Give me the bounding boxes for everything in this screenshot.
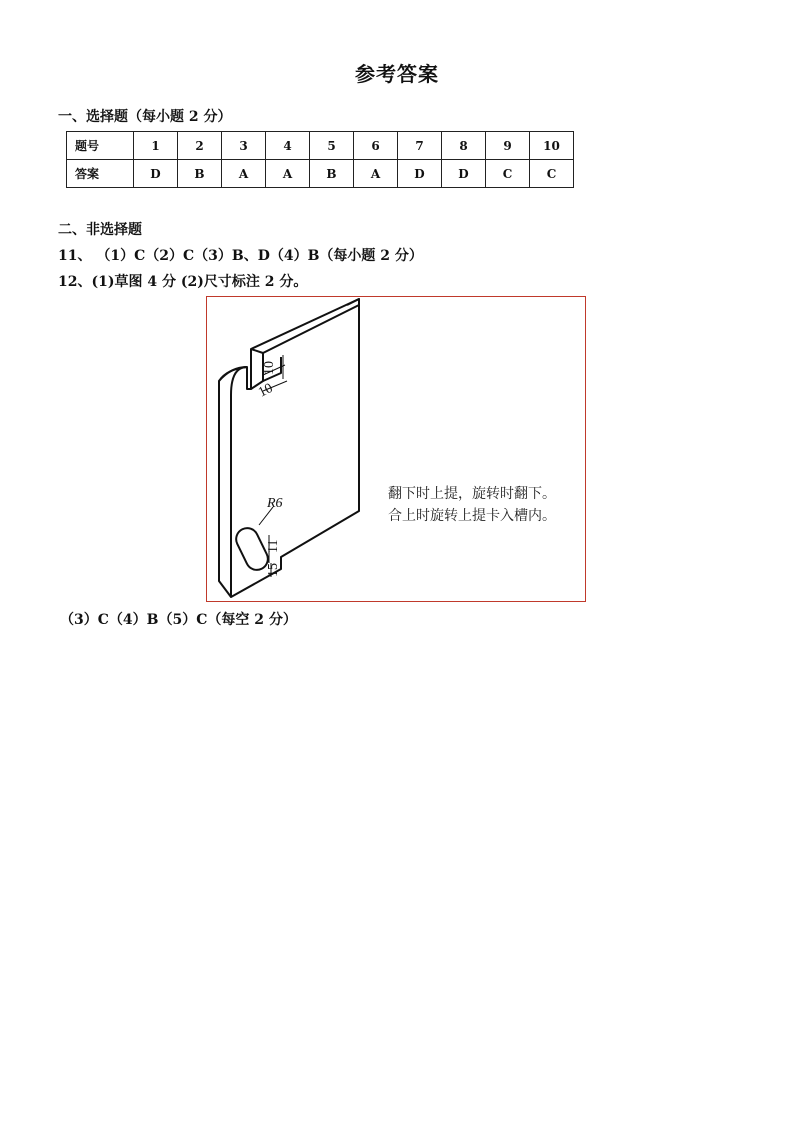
answer-cell: C	[486, 160, 530, 188]
page-title: 参考答案	[355, 62, 439, 86]
dim-label-radius: R6	[267, 496, 283, 511]
dim-label-top-horizontal: 10	[256, 380, 276, 401]
answer-line-q12: 12、(1)草图 4 分 (2)尺寸标注 2 分。	[58, 274, 308, 290]
answer-cell: B	[310, 160, 354, 188]
row-label-answer: 答案	[67, 160, 134, 188]
answer-cell: A	[266, 160, 310, 188]
section-heading-nonchoice: 二、非选择题	[58, 222, 142, 238]
dim-label-slot-offset: 15	[266, 563, 281, 577]
answer-table	[66, 131, 574, 188]
question-number: 10	[530, 132, 574, 160]
board-outline	[231, 299, 359, 597]
question-number: 6	[354, 132, 398, 160]
section-heading-choice: 一、选择题（每小题 2 分）	[58, 109, 232, 125]
question-number: 2	[178, 132, 222, 160]
answer-cell: D	[398, 160, 442, 188]
isometric-sketch	[207, 297, 587, 603]
answer-cell: D	[134, 160, 178, 188]
question-number: 3	[222, 132, 266, 160]
answer-cell: A	[222, 160, 266, 188]
answer-cell: D	[442, 160, 486, 188]
table-row-numbers	[67, 132, 574, 160]
figure-note-line1: 翻下时上提，旋转时翻下。	[388, 486, 556, 502]
dim-label-top-vertical: 10	[262, 361, 277, 375]
question-number: 7	[398, 132, 442, 160]
answer-line-q11: 11、 （1）C（2）C（3）B、D（4）B（每小题 2 分）	[58, 248, 423, 264]
answer-cell: C	[530, 160, 574, 188]
question-number: 1	[134, 132, 178, 160]
answer-line-q12-tail: （3）C（4）B（5）C（每空 2 分）	[60, 612, 297, 628]
question-number: 5	[310, 132, 354, 160]
dim-label-slot-height: 11	[266, 539, 281, 553]
answer-cell: B	[178, 160, 222, 188]
figure-note-line2: 合上时旋转上提卡入槽内。	[388, 508, 556, 524]
table-row-answers	[67, 160, 574, 188]
question-number: 4	[266, 132, 310, 160]
sketch-figure	[206, 296, 586, 602]
question-number: 8	[442, 132, 486, 160]
question-number: 9	[486, 132, 530, 160]
row-label-number: 题号	[67, 132, 134, 160]
answer-cell: A	[354, 160, 398, 188]
